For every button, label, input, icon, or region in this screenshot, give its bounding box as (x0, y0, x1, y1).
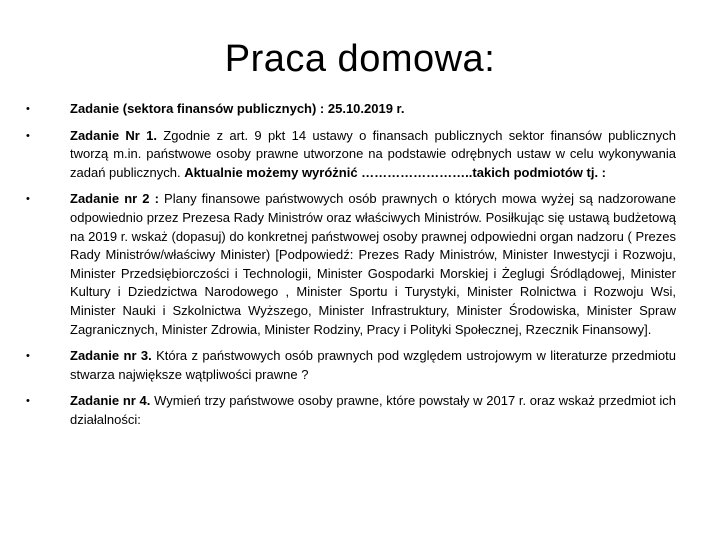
task-label: Zadanie nr 2 : (70, 191, 159, 207)
slide-title: Praca domowa: (224, 38, 496, 80)
list-item (26, 100, 676, 119)
bullet-icon: • (26, 395, 30, 408)
task-text: Zgodnie z art. 9 pkt 14 ustawy o finansach publicznych sektor finansów publicznych tworzą m.in. państwowe osoby prawne utworzone na podstawie odrębnych ustaw w celu wykonywania zadań publicznych. (70, 127, 676, 180)
list-item (26, 392, 676, 429)
bullet-icon: • (26, 193, 30, 206)
task-text: Plany finansowe państwowych osób prawnych o których mowa wyżej są nadzorowane odpowiednio przez Prezesa Rady Ministrów oraz właściwych Ministrów. Posiłkując się ustawą budżetową na 2019 r. wskaż (dopasuj) do konkretnej państwowej osoby prawnej odpowiedni organ nadzoru ( Prezes Rady Ministrów/właściwy Minister) [Podpowiedź: Prezes Rady Ministrów, Minister Inwestycji i Rozwoju, Minister Przedsiębiorczości i Technologii, Minister Gospodarki Morskiej i Żeglugi Śródlądowej, Minister Kultury i Dziedzictwa Narodowego , Minister Sportu i Turystyki, Minister Rolnictwa i Rozwoju Wsi, Minister Nauki i Szkolnictwa Wyższego, Minister Infrastruktury, Minister Środowiska, Minister Spraw Zagranicznych, Minister Zdrowia, Minister Rodziny, Pracy i Polityki Społecznej, Rzecznik Finansowy]. (70, 191, 676, 337)
bullet-icon: • (26, 103, 30, 115)
task-label: Zadanie nr 3. (70, 348, 152, 364)
task-label: Zadanie nr 4. (70, 393, 151, 409)
bullet-icon: • (26, 350, 30, 363)
task-text: Która z państwowych osób prawnych pod względem ustrojowym w literaturze przedmiotu stwarza największe wątpliwości prawne ? (70, 348, 676, 382)
task-text: Wymień trzy państwowe osoby prawne, które powstały w 2017 r. oraz wskaż przedmiot ich działalności: (70, 393, 676, 427)
list-item (26, 127, 676, 183)
task-heading: Zadanie (sektora finansów publicznych) : 25.10.2019 r. (70, 101, 405, 116)
task-label: Zadanie Nr 1. (70, 127, 157, 143)
homework-list (26, 100, 676, 438)
task-question: Aktualnie możemy wyróżnić ……………………..takich podmiotów tj. : (184, 164, 607, 180)
list-item (26, 190, 676, 339)
list-item (26, 347, 676, 384)
bullet-icon: • (26, 129, 30, 142)
